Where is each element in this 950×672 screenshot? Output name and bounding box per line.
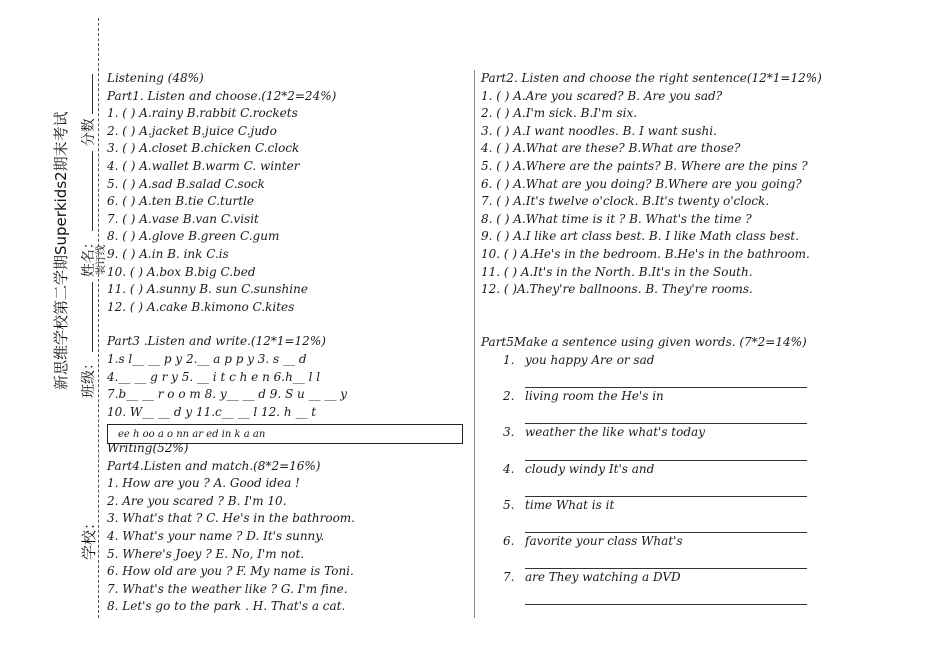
- list-item: 7.b__ __ r o o m 8. y__ __ d 9. S u __ __ y: [107, 387, 347, 402]
- list-item: 11. ( ) A.It's in the North. B.It's in the South.: [481, 264, 753, 279]
- list-item: 5. Where's Joey ? E. No, I'm not.: [107, 546, 305, 561]
- score-label: 分数: [81, 118, 97, 147]
- list-item: 3. ( ) A.closet B.chicken C.clock: [107, 141, 300, 156]
- list-item: 4.__ __ g r y 5. __ i t c h e n 6.h__ l l: [107, 369, 321, 384]
- right-column: [481, 70, 822, 299]
- list-item: 7. are They watching a DVD: [503, 570, 681, 585]
- list-item: 10. ( ) A.box B.big C.bed: [107, 264, 256, 279]
- list-item: 10. ( ) A.He's in the bedroom. B.He's in the bathroom.: [481, 246, 810, 261]
- binding-line: [98, 18, 99, 618]
- part3-title: Part3 .Listen and write.(12*1=12%): [107, 334, 326, 349]
- part5-items: [503, 352, 807, 605]
- exam-title: 新思维学校第二学期Superkids2期末考试: [52, 111, 70, 390]
- part4-title: Part4.Listen and match.(8*2=16%): [107, 458, 321, 473]
- answer-line[interactable]: [525, 514, 807, 533]
- name-blank[interactable]: [92, 151, 93, 231]
- left-column: [107, 70, 347, 421]
- list-item: 2. ( ) A.I'm sick. B.I'm six.: [481, 106, 638, 121]
- part2-title: Part2. Listen and choose the right sentence(12*1=12%): [481, 71, 822, 85]
- list-item: 12. ( )A.They're ballnoons. B. They're rooms.: [481, 282, 753, 297]
- list-item: 4. cloudy windy It's and: [503, 461, 655, 476]
- list-item: 1. you happy Are or sad: [503, 353, 655, 367]
- part5-title: Part5Make a sentence using given words. (7*2=14%): [481, 335, 807, 349]
- list-item: 4. What's your name ? D. It's sunny.: [107, 528, 325, 543]
- list-item: 6. How old are you ? F. My name is Toni.: [107, 564, 354, 579]
- answer-line[interactable]: [525, 442, 807, 461]
- list-item: 2. living room the He's in: [503, 389, 664, 404]
- list-item: 3. What's that ? C. He's in the bathroom.: [107, 511, 355, 526]
- answer-line[interactable]: [525, 551, 807, 570]
- list-item: 1. How are you ? A. Good idea !: [107, 476, 300, 491]
- left-column-lower: [107, 440, 355, 616]
- list-item: 5. ( ) A.Where are the paints? B. Where are the pins ?: [481, 158, 808, 173]
- writing-label: Writing(52%): [107, 441, 189, 455]
- word-bank-box: ee h oo a o nn ar ed in k a an: [107, 424, 463, 444]
- column-divider: [474, 70, 475, 618]
- list-item: 1. ( ) A.Are you scared? B. Are you sad?: [481, 88, 723, 103]
- answer-line[interactable]: [525, 587, 807, 606]
- class-blank[interactable]: [92, 282, 93, 352]
- list-item: 9. ( ) A.in B. ink C.is: [107, 246, 229, 261]
- list-item: 7. What's the weather like ? G. I'm fine.: [107, 581, 348, 596]
- list-item: 8. ( ) A.What time is it ? B. What's the time ?: [481, 211, 752, 226]
- answer-line[interactable]: [525, 406, 807, 425]
- list-item: 6. ( ) A.ten B.tie C.turtle: [107, 194, 255, 209]
- score-blank[interactable]: [92, 74, 93, 114]
- list-item: 8. Let's go to the park . H. That's a cat.: [107, 599, 346, 614]
- list-item: 3. weather the like what's today: [503, 425, 705, 440]
- list-item: 4. ( ) A.wallet B.warm C. winter: [107, 158, 300, 173]
- school-label: 学校：: [80, 514, 98, 560]
- list-item: 10. W__ __ d y 11.c__ __ l 12. h __ t: [107, 404, 317, 419]
- list-item: 1.s l__ __ p y 2.__ a p p y 3. s __ d: [107, 351, 307, 366]
- binding-line-label: 装订线: [96, 245, 107, 275]
- list-item: 1. ( ) A.rainy B.rabbit C.rockets: [107, 106, 298, 121]
- list-item: 4. ( ) A.What are these? B.What are those?: [481, 141, 741, 156]
- list-item: 5. ( ) A.sad B.salad C.sock: [107, 176, 265, 191]
- name-label: 姓名：: [81, 235, 97, 278]
- student-info-line: [78, 74, 98, 398]
- part1-title: Part1. Listen and choose.(12*2=24%): [107, 88, 337, 103]
- answer-line[interactable]: [525, 478, 807, 497]
- list-item: 6. favorite your class What's: [503, 533, 683, 548]
- part5-section: [481, 334, 807, 352]
- list-item: 3. ( ) A.I want noodles. B. I want sushi.: [481, 123, 717, 138]
- list-item: 2. ( ) A.jacket B.juice C.judo: [107, 123, 277, 138]
- list-item: 7. ( ) A.vase B.van C.visit: [107, 211, 259, 226]
- answer-line[interactable]: [525, 370, 807, 389]
- list-item: 12. ( ) A.cake B.kimono C.kites: [107, 299, 295, 314]
- list-item: 7. ( ) A.It's twelve o'clock. B.It's twenty o'clock.: [481, 194, 770, 209]
- list-item: 8. ( ) A.glove B.green C.gum: [107, 229, 280, 244]
- list-item: 2. Are you scared ? B. I'm 10.: [107, 493, 287, 508]
- list-item: 11. ( ) A.sunny B. sun C.sunshine: [107, 282, 308, 297]
- list-item: 9. ( ) A.I like art class best. B. I like Math class best.: [481, 229, 800, 244]
- listening-heading: Listening (48%): [107, 71, 204, 85]
- list-item: 6. ( ) A.What are you doing? B.Where are you going?: [481, 176, 802, 191]
- class-label: 班级：: [81, 356, 97, 398]
- list-item: 5. time What is it: [503, 497, 615, 512]
